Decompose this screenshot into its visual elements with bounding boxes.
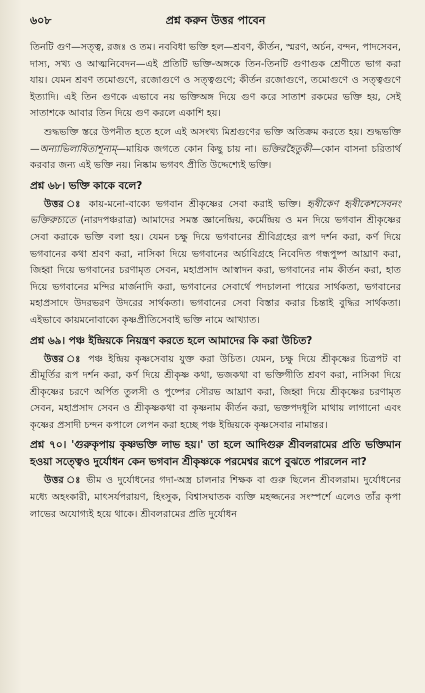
answer-68	[30, 197, 401, 330]
paragraph-pure-devotion	[30, 125, 401, 175]
pure-devotion-middle: —মায়িক জগতে কোন কিছু চায় না।	[116, 143, 262, 155]
answer-69-text: পঞ্চ ইন্দ্রিয় কৃষ্ণসেবায় যুক্ত করা উচিত। যেমন, চক্ষু দিয়ে শ্রীকৃষ্ণের চিত্রপট বা শ্রীমূর্তির রূপ দর্শন করা, কর্ণ দিয়ে শ্রীকৃষ্ণ কথা, ভজকথা বা ভক্তিগীতি শ্রবণ করা, নাসিকা দিয়ে শ্রীকৃষ্ণের চরণে অর্পিত তুলসী ও পুষ্পের সৌরভ আঘ্রাণ করা, জিহ্বা দিয়ে শ্রীকৃষ্ণের চরণামৃত সেবন, মহাপ্রসাদ সেবন ও শ্রীকৃষ্ণকথা বা কৃষ্ণনাম কীর্তন করা, ভক্তপদধূলি মাথায় লাগানো এবং কৃষ্ণের প্রসাদী চন্দন কপালে লেপন করা হচ্ছে পঞ্চ ইন্দ্রিয়কে কৃষ্ণসেবার নামান্তর।	[30, 353, 402, 431]
pure-devotion-end: —কোন বাসনা চরিতার্থ করবার জন্য এই ভক্তি নয়। নিষ্কাম ভগবৎ প্রীতি উদ্দেশ্যেই ভক্তি।	[30, 143, 402, 172]
answer-69	[30, 352, 401, 435]
answer-70-text: ভীম ও দুর্যোধনের গদা-অস্ত্র চালনার শিক্ষক বা গুরু ছিলেন শ্রীবলরাম। দুর্যোধনের মধ্যে অহংকারী, মাৎসর্যপরায়ণ, হিংসুক, বিশ্বাসঘাতক ব্যক্তি মহজ্জনের সংস্পর্শে এলেও তাঁর কৃপা লাভের অযোগ্যই হয়ে থাকে। শ্রীবলরামের প্রতি দুর্যোধন	[30, 475, 401, 520]
page-content	[30, 40, 401, 523]
pure-devotion-intro: শুদ্ধভক্তি স্তরে উপনীত হতে হলে এই অসংখ্য মিশ্রগুণের ভক্তি অতিক্রম করতে হয়। শুদ্ধভক্তি—	[30, 126, 401, 155]
sanskrit-term-ahaituki: ভক্তিরহৈতুকী	[261, 143, 312, 155]
paragraph-gunas: তিনটি গুণ—সত্ত্ব, রজঃ ও তম। নববিধা ভক্তি হল—শ্রবণ, কীর্তন, স্মরণ, অর্চন, বন্দন, পাদসেবন, দাস্য, সখ্য ও আত্মনিবেদন—এই প্রতিটি ভক্তি-অঙ্গকে তিন-তিনটি গুণাগুক শ্রেণীতে ভাগ করা যায়। যেমন শ্রবণ তমোগুণে, রজোগুণে ও সত্ত্বগুণে; কীর্তন রজোগুণে, তমোগুণে ও সত্ত্বগুণে ইত্যাদি। এই তিন গুণকে এভাবে নয় ভক্তিঅঙ্গ দিয়ে গুণ করে সাতাশ রকমের ভক্তি হয়, সেই সাতাশকে আবার তিন দিয়ে গুণ করলে একাশি হয়।	[30, 42, 401, 120]
answer-68-rest: (নারদপঞ্চরাত্র) আমাদের সমস্ত জ্ঞানেন্দ্রিয়, কর্মেন্দ্রিয় ও মন দিয়ে ভগবান শ্রীকৃষ্ণের সেবা করাকে ভক্তি বলা হয়। যেমন চক্ষু দিয়ে ভগবানের শ্রীবিগ্রহের রূপ দর্শন করা, কর্ণ দিয়ে ভগবানের কথা শ্রবণ করা, নাসিকা দিয়ে ভগবানের অর্চাবিগ্রহে নিবেদিত গন্ধপুষ্প আঘ্রাণ করা, জিহ্বা দিয়ে ভগবানের চরণামৃত সেবন, মহাপ্রসাদ আস্বাদন করা, ভগবানের নাম কীর্তন করা, হাত দিয়ে ভগবানের মন্দির মার্জনাদি করা, ভগবানের সেবার্থে পদচালনা পায়ের সার্থকতা, ভগবানের মহাপ্রসাদে উদরভরণ উদরের সার্থকতা। ভগবানের সেবা বিস্তার করার চিন্তাই বুদ্ধির সার্থকতা। এইভাবে কায়মনোবাক্যে কৃষ্ণপ্রীতিসেবাই ভক্তি নামে আখ্যাত।	[30, 215, 401, 326]
sanskrit-term-anyabhilashita: অন্যাভিলাষিতাশূন্যম্	[39, 143, 117, 155]
sanskrit-quote-hrishikena: হৃষীকেণ হৃষীকেশসেবনং ভক্তিরুচ্যতে	[30, 198, 402, 227]
answer-70	[30, 473, 401, 523]
answer-label: উত্তর ঃ	[44, 353, 83, 365]
page-number: ৬০৮	[30, 14, 52, 27]
answer-68-start: কায়-মনো-বাক্যে ভগবান শ্রীকৃষ্ণের সেবা করাই ভক্তি।	[83, 198, 307, 210]
question-70: প্রশ্ন ৭০। 'গুরুকৃপায় কৃষ্ণভক্তি লাভ হয়।' তা হলে আদিগুরু শ্রীবলরামের প্রতি ভক্তিমান হওয়া সত্ত্বেও দুর্যোধন কেন ভগবান শ্রীকৃষ্ণকে পরমেশ্বর রূপে বুঝতে পারলেন না?	[30, 439, 401, 469]
running-title: প্রশ্ন করুন উত্তর পাবেন	[165, 14, 266, 27]
question-68: প্রশ্ন ৬৮। ভক্তি কাকে বলে?	[30, 179, 143, 192]
answer-label: উত্তর ঃ	[44, 475, 82, 487]
page-header	[30, 12, 401, 34]
question-69: প্রশ্ন ৬৯। পঞ্চ ইন্দ্রিয়কে নিয়ন্ত্রণ করতে হলে আমাদের কি করা উচিত?	[30, 334, 313, 347]
answer-label: উত্তর ঃ	[44, 198, 84, 210]
